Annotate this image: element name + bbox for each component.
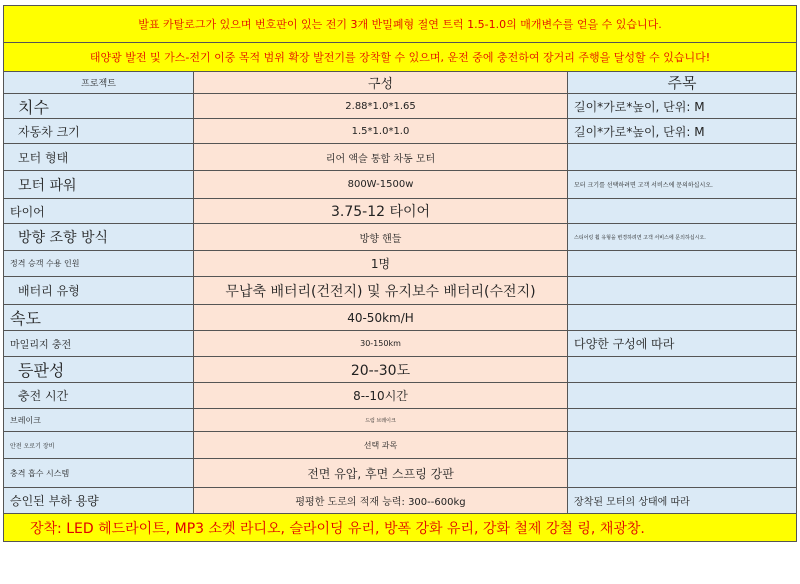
- row-value: 전면 유압, 후면 스프링 강판: [194, 459, 568, 488]
- row-value: 40-50km/H: [194, 305, 568, 331]
- row-label: 마일리지 충전: [4, 331, 194, 357]
- row-label: 정격 승객 수용 인원: [4, 251, 194, 277]
- row-value: 리어 액슬 통합 차동 모터: [194, 144, 568, 171]
- row-note: [568, 432, 797, 459]
- row-note: [568, 459, 797, 488]
- table-row: [4, 409, 797, 432]
- table-row: [4, 459, 797, 488]
- row-value: 2.88*1.0*1.65: [194, 94, 568, 119]
- table-row: [4, 94, 797, 119]
- row-note: [568, 383, 797, 409]
- banner-top-2: 태양광 발전 및 가스-전기 이중 목적 범위 확장 발전기를 장착할 수 있으며, 운전 중에 충전하여 장거리 주행을 달성할 수 있습니다!: [4, 43, 797, 72]
- table-row: [4, 144, 797, 171]
- row-label: 자동차 크기: [4, 119, 194, 144]
- table-row: [4, 119, 797, 144]
- row-value: 방향 핸들: [194, 224, 568, 251]
- row-value: 1명: [194, 251, 568, 277]
- table-row: [4, 383, 797, 409]
- spec-table: [3, 5, 797, 542]
- row-value: 8--10시간: [194, 383, 568, 409]
- table-row: [4, 357, 797, 383]
- table-row: [4, 432, 797, 459]
- row-note: [568, 199, 797, 224]
- header-config: 구성: [194, 72, 568, 94]
- row-note: [568, 409, 797, 432]
- row-note: 길이*가로*높이, 단위: M: [568, 94, 797, 119]
- row-note: 장착된 모터의 상태에 따라: [568, 488, 797, 514]
- row-value: 드럼 브레이크: [194, 409, 568, 432]
- row-value: 1.5*1.0*1.0: [194, 119, 568, 144]
- row-note: 스티어링 휠 유형을 변경하려면 고객 서비스에 문의하십시오.: [568, 224, 797, 251]
- row-value: 20--30도: [194, 357, 568, 383]
- table-row: [4, 251, 797, 277]
- table-row: [4, 488, 797, 514]
- table-row: [4, 305, 797, 331]
- row-value: 선택 과목: [194, 432, 568, 459]
- table-header-row: [4, 72, 797, 94]
- row-note: 길이*가로*높이, 단위: M: [568, 119, 797, 144]
- row-note: 다양한 구성에 따라: [568, 331, 797, 357]
- row-note: [568, 277, 797, 305]
- row-label: 배터리 유형: [4, 277, 194, 305]
- banner-bottom: 장착: LED 헤드라이트, MP3 소켓 라디오, 슬라이딩 유리, 방폭 강화 유리, 강화 철제 강철 링, 채광창.: [4, 514, 797, 542]
- row-label: 방향 조향 방식: [4, 224, 194, 251]
- row-label: 등판성: [4, 357, 194, 383]
- row-label: 충격 흡수 시스템: [4, 459, 194, 488]
- row-note: 모터 크기를 선택하려면 고객 서비스에 문의하십시오.: [568, 171, 797, 199]
- row-value: 평평한 도로의 적재 능력: 300--600kg: [194, 488, 568, 514]
- row-value: 800W-1500w: [194, 171, 568, 199]
- spec-sheet: [3, 5, 796, 542]
- header-note: 주목: [568, 72, 797, 94]
- row-note: [568, 357, 797, 383]
- table-row: [4, 199, 797, 224]
- header-project: 프로젝트: [4, 72, 194, 94]
- row-label: 승인된 부하 용량: [4, 488, 194, 514]
- row-label: 모터 파워: [4, 171, 194, 199]
- row-label: 안전 오로기 장비: [4, 432, 194, 459]
- row-value: 30-150km: [194, 331, 568, 357]
- row-label: 모터 형태: [4, 144, 194, 171]
- row-label: 속도: [4, 305, 194, 331]
- row-label: 충전 시간: [4, 383, 194, 409]
- table-row: [4, 224, 797, 251]
- row-value: 무납축 배터리(건전지) 및 유지보수 배터리(수전지): [194, 277, 568, 305]
- row-note: [568, 251, 797, 277]
- row-label: 치수: [4, 94, 194, 119]
- table-row: [4, 277, 797, 305]
- row-value: 3.75-12 타이어: [194, 199, 568, 224]
- banner-top-1: 발표 카탈로그가 있으며 번호판이 있는 전기 3개 반밀폐형 절연 트럭 1.5-1.0의 매개변수를 얻을 수 있습니다.: [4, 6, 797, 43]
- table-row: [4, 171, 797, 199]
- row-label: 타이어: [4, 199, 194, 224]
- table-row: [4, 331, 797, 357]
- row-note: [568, 305, 797, 331]
- row-note: [568, 144, 797, 171]
- row-label: 브레이크: [4, 409, 194, 432]
